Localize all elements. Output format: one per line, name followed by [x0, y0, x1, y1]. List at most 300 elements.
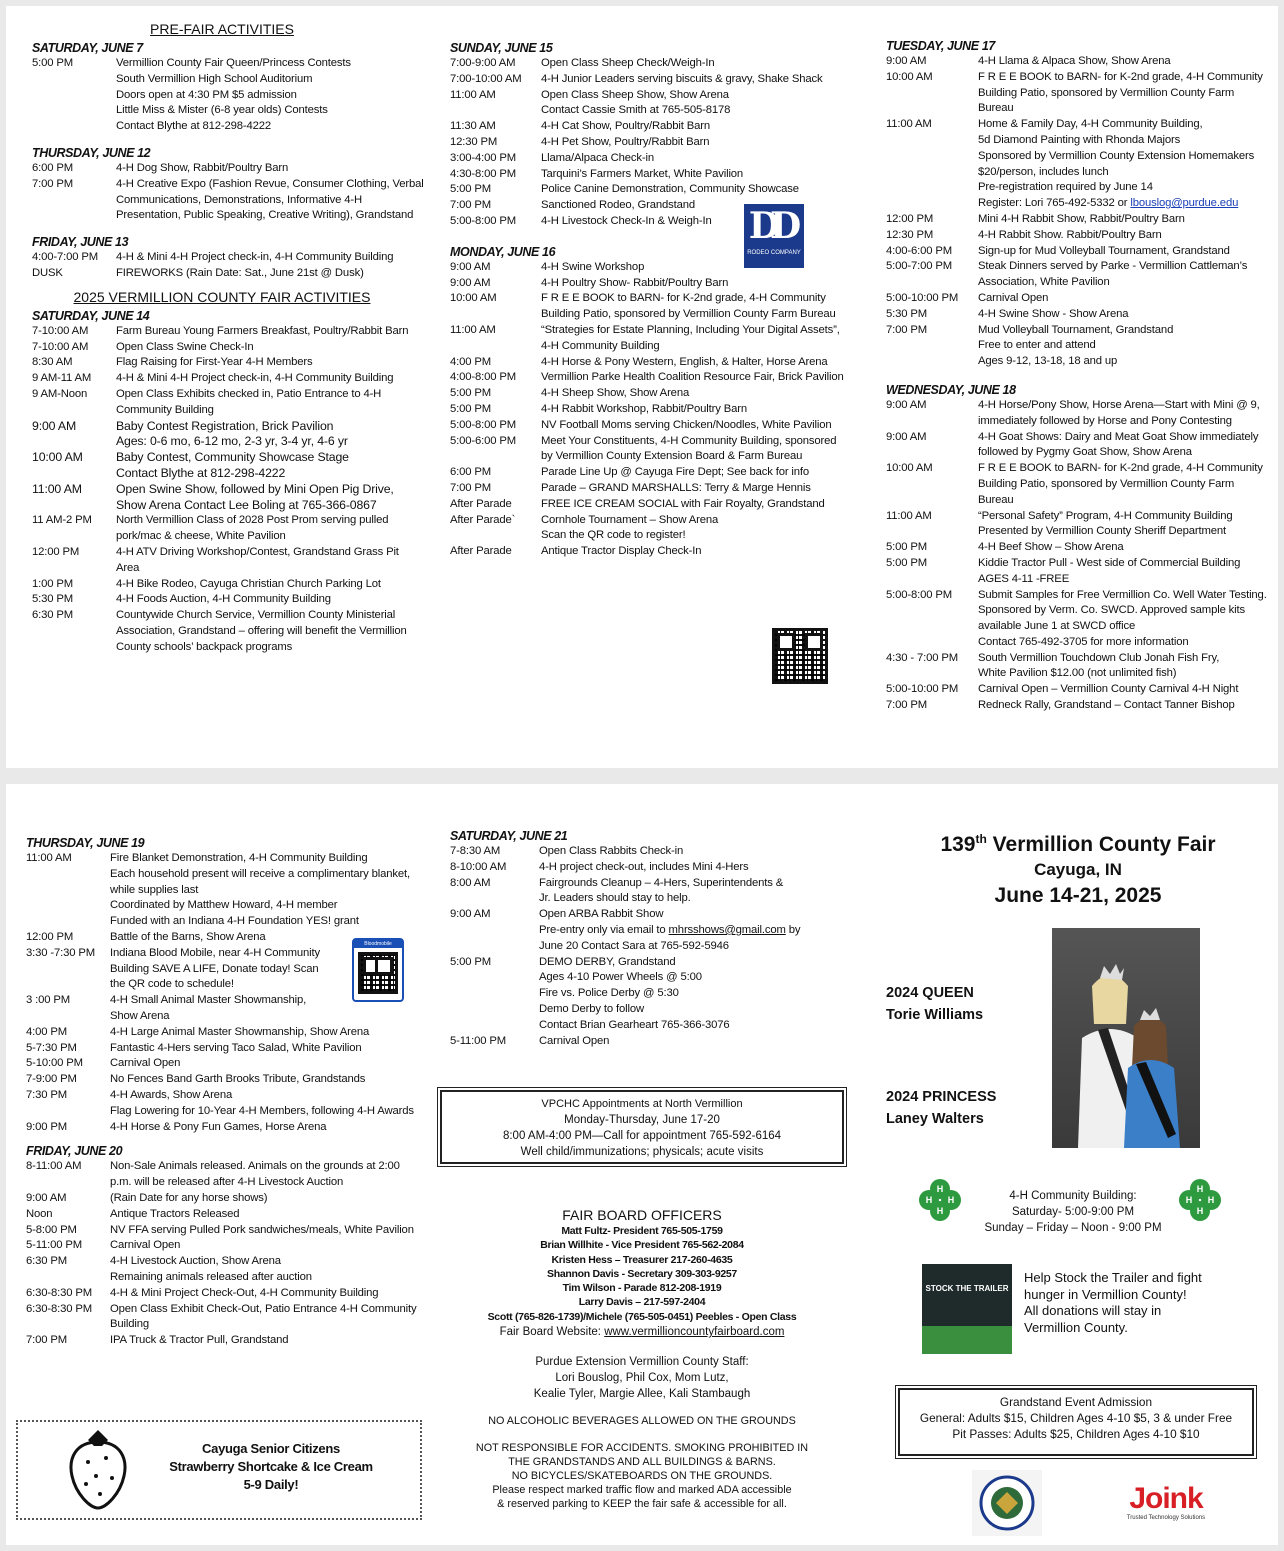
event-description: North Vermillion Class of 2028 Post Prom serving pulled pork/mac & cheese, White Pavilion: [116, 514, 389, 543]
bloodmobile-qr[interactable]: [352, 938, 404, 1002]
day-section: [26, 1143, 418, 1349]
stock-trailer-text: Help Stock the Trailer and fight hunger in Vermillion County! All donations will stay in Vermillion County.: [1024, 1270, 1202, 1335]
event-time: 7:00 PM: [450, 199, 492, 212]
fair-name-text: Vermillion County Fair: [986, 833, 1216, 856]
4h-clover-icon-right: [1178, 1178, 1222, 1222]
day-section: [32, 234, 424, 282]
event-time: 7-9:00 PM: [26, 1073, 77, 1086]
event-description: 4-H Horse & Pony Western, English, & Halter, Horse Arena: [541, 355, 828, 368]
event-row: [450, 276, 848, 292]
vpchc-line-2: Monday-Thursday, June 17-20: [564, 1114, 720, 1126]
email-link[interactable]: mhrsshows@gmail.com: [668, 923, 786, 936]
event-time: 9:00 AM: [886, 55, 927, 67]
event-description: Carnival Open: [539, 1034, 610, 1047]
event-time: 12:30 PM: [886, 228, 934, 241]
event-time: 10:00 AM: [886, 462, 933, 475]
email-link[interactable]: lbouslog@purdue.edu: [1130, 197, 1239, 210]
event-time: Noon: [26, 1207, 53, 1220]
event-row: [450, 135, 848, 151]
event-row: [32, 250, 424, 266]
event-description: 4-H Foods Auction, 4-H Community Building: [116, 593, 331, 606]
event-time: 5:00 PM: [450, 387, 492, 400]
event-description: 4-H project check-out, includes Mini 4-Hers: [539, 860, 749, 873]
event-time: 9 AM-Noon: [32, 387, 88, 400]
event-description: “Strategies for Estate Planning, Including Your Digital Assets”, 4-H Community Building: [541, 323, 840, 352]
event-row: [886, 323, 1270, 370]
grandstand-title: Grandstand Event Admission: [999, 1395, 1153, 1409]
grandstand-pit: Pit Passes: Adults $25, Children Ages 4-10 $10: [952, 1427, 1200, 1441]
day-heading: MONDAY, JUNE 16: [450, 244, 556, 259]
svg-text:H: H: [936, 1206, 944, 1216]
event-time: 10:00 AM: [886, 70, 933, 83]
event-row: [450, 955, 842, 1034]
event-time: 11:00 AM: [26, 852, 72, 864]
county-seal-logo: [972, 1470, 1042, 1536]
senior-line-2: Strawberry Shortcake & Ice Cream: [169, 1459, 373, 1474]
event-description: Mini 4-H Rabbit Show, Rabbit/Poultry Barn: [978, 212, 1185, 225]
event-description: 4-H Horse/Pony Show, Horse Arena—Start with Mini @ 9, immediately followed by Horse and Pony Contesting: [978, 398, 1260, 427]
event-description: Open Class Rabbits Check-in: [539, 845, 684, 857]
event-row: [32, 56, 424, 135]
event-description: 4-H & Mini Project Check-Out, 4-H Community Building: [110, 1286, 379, 1299]
column-left: [32, 6, 424, 656]
day-heading: WEDNESDAY, JUNE 18: [886, 382, 1016, 397]
event-time: 7:00-9:00 AM: [450, 57, 516, 69]
event-description: Tarquini’s Farmers Market, White Pavilion: [541, 167, 744, 180]
event-description: Home & Family Day, 4-H Community Building, 5d Diamond Painting with Rhonda Majors Sponsored by Vermillion County Extension Homemakers $20/person, includes lunch Pre-registration required by June 14 Register: Lori 765-492-5332 or lbouslog@purdue.edu: [978, 118, 1255, 210]
event-time: 5:30 PM: [886, 307, 928, 320]
event-description: Parade – GRAND MARSHALLS: Terry & Marge Hennis: [541, 481, 811, 494]
event-time: 9:00 AM: [886, 430, 927, 443]
event-row: [32, 419, 424, 451]
event-description: Police Canine Demonstration, Community Showcase: [541, 183, 799, 196]
event-time: 5-8:00 PM: [26, 1223, 77, 1236]
event-time: 5:00 PM: [450, 402, 492, 415]
event-row: [886, 228, 1270, 244]
event-row: [32, 324, 424, 340]
day-heading: THURSDAY, JUNE 12: [32, 145, 151, 160]
day-section: [450, 244, 848, 560]
event-row: [450, 151, 848, 167]
fair-activities-title: 2025 VERMILLION COUNTY FAIR ACTIVITIES: [73, 288, 371, 305]
senior-citizens-box: [16, 1420, 422, 1520]
event-description: Parade Line Up @ Cayuga Fire Dept; See back for info: [541, 466, 810, 479]
event-row: [450, 434, 848, 466]
event-description: 4-H Beef Show – Show Arena: [978, 541, 1124, 554]
event-description: 4-H Swine Show - Show Arena: [978, 307, 1129, 320]
event-row: [26, 1056, 418, 1072]
event-time: 11:00 AM: [886, 118, 932, 131]
event-row: [26, 1041, 418, 1057]
event-time: 5-10:00 PM: [26, 1057, 83, 1070]
senior-line-3: 5-9 Daily!: [243, 1477, 299, 1492]
event-list: [26, 1159, 418, 1349]
notice-line-1: NOT RESPONSIBLE FOR ACCIDENTS. SMOKING PROHIBITED IN: [475, 1442, 809, 1455]
event-description: Open Swine Show, followed by Mini Open Pig Drive, Show Arena Contact Lee Boling at 765-366-0867: [116, 481, 394, 512]
event-row: [450, 386, 848, 402]
event-row: [886, 244, 1270, 260]
event-time: 6:30-8:30 PM: [26, 1286, 93, 1299]
event-description: 4-H & Mini 4-H Project check-in, 4-H Community Building: [116, 372, 394, 385]
event-description: DEMO DERBY, Grandstand Ages 4-10 Power Wheels @ 5:00 Fire vs. Police Derby @ 5:30 Demo Derby to follow Contact Brian Gearheart 765-366-3076: [539, 955, 730, 1031]
event-time: 12:00 PM: [886, 212, 934, 225]
bloodmobile-qr-caption: Bloodmobile: [354, 940, 402, 948]
vpchc-box: [440, 1090, 844, 1164]
event-time: 7-10:00 AM: [32, 340, 89, 353]
fair-city: Cayuga, IN: [1034, 860, 1122, 879]
fair-name: [886, 826, 1270, 858]
schedule-page-2: [6, 784, 1278, 1545]
event-description: Fairgrounds Cleanup – 4-Hers, Superintendents & Jr. Leaders should stay to help.: [539, 876, 784, 905]
event-description: 4-H Pet Show, Poultry/Rabbit Barn: [541, 135, 710, 148]
event-time: 4:00-7:00 PM: [32, 251, 99, 264]
event-list: [450, 260, 848, 560]
officer-line: Shannon Davis - Secretary 309-303-9257: [547, 1267, 737, 1280]
column-right: [886, 6, 1270, 714]
event-time: 4:30 - 7:00 PM: [886, 651, 958, 664]
event-row: [886, 398, 1270, 430]
event-row: [32, 608, 424, 655]
event-time: 4:00-8:00 PM: [450, 371, 517, 384]
event-row: [450, 876, 842, 908]
event-row: [450, 167, 848, 183]
svg-text:H: H: [1185, 1195, 1193, 1205]
event-time: 9:00 AM: [450, 260, 491, 273]
event-description: FREE ICE CREAM SOCIAL with Fair Royalty, Grandstand: [541, 497, 825, 510]
event-description: Baby Contest, Community Showcase Stage Contact Blythe at 812-298-4222: [116, 450, 349, 480]
event-row: [886, 70, 1270, 117]
middle-sections: [450, 40, 848, 560]
event-description: Cornhole Tournament – Show Arena Scan the QR code to register!: [541, 513, 719, 542]
event-row: [450, 88, 848, 120]
event-time: 11:00 AM: [886, 509, 932, 522]
event-description: 4-H Dog Show, Rabbit/Poultry Barn: [116, 161, 289, 174]
event-time: 4:30-8:00 PM: [450, 167, 517, 180]
staff-line-1: Purdue Extension Vermillion County Staff:: [535, 1356, 749, 1369]
event-time: 7-8:30 AM: [450, 845, 501, 857]
event-description: 4-H Bike Rodeo, Cayuga Christian Church Parking Lot: [116, 577, 381, 590]
event-time: 5:00-6:00 PM: [450, 434, 517, 447]
building-line-3: Sunday – Friday – Noon - 9:00 PM: [984, 1222, 1162, 1234]
event-row: [26, 1159, 418, 1191]
queen-name: Torie Williams: [886, 1007, 984, 1023]
staff-block: [440, 1354, 844, 1402]
event-list: [32, 161, 424, 224]
event-row: [450, 860, 842, 876]
event-description: Fantastic 4-Hers serving Taco Salad, White Pavilion: [110, 1041, 362, 1054]
event-description: Submit Samples for Free Vermillion Co. Well Water Testing. Sponsored by Verm. Co. SWCD. Approved sample kits available June 1 at SWCD office Contact 765-492-3705 for more information: [978, 588, 1267, 648]
event-description: Open Class Exhibits checked in, Patio Entrance to 4-H Community Building: [116, 387, 382, 416]
event-description: Llama/Alpaca Check-in: [541, 151, 655, 164]
event-time: 7:00 PM: [886, 699, 928, 712]
event-description: 4-H Rabbit Workshop, Rabbit/Poultry Barn: [541, 402, 748, 415]
event-row: [886, 651, 1270, 683]
event-description: 4-H Horse & Pony Fun Games, Horse Arena: [110, 1120, 327, 1133]
event-description: 4-H Awards, Show Arena Flag Lowering for 10-Year 4-H Members, following 4-H Awards: [110, 1088, 414, 1117]
notice-alcohol: NO ALCOHOLIC BEVERAGES ALLOWED ON THE GROUNDS: [488, 1415, 796, 1428]
fair-board-officers: [440, 1206, 844, 1511]
event-row: [450, 497, 848, 513]
sat-sections: [450, 828, 842, 1049]
event-row: [450, 355, 848, 371]
vpchc-line-1: VPCHC Appointments at North Vermillion: [541, 1098, 743, 1110]
event-row: [26, 1333, 418, 1349]
event-description: 4-H Livestock Check-In & Weigh-In: [541, 214, 712, 227]
event-description: “Personal Safety” Program, 4-H Community Building Presented by Vermillion County Sheriff Department: [978, 509, 1233, 538]
column-middle-2: [450, 784, 842, 1049]
schedule-page-1: [6, 6, 1278, 768]
event-list: [32, 250, 424, 282]
event-row: [32, 577, 424, 593]
event-description: Kiddie Tractor Pull - West side of Commercial Building AGES 4-11 -FREE: [978, 556, 1241, 585]
event-row: [886, 291, 1270, 307]
event-time: 7:00 PM: [26, 1334, 68, 1347]
event-time: 11:30 AM: [450, 120, 496, 133]
fair-number-suffix: th: [975, 832, 987, 846]
grandstand-admission-box: [898, 1388, 1254, 1456]
event-description: Fire Blanket Demonstration, 4-H Community Building Each household present will receive a complimentary blanket, while supplies last Coordinated by Matthew Howard, 4-H member Funded with an Indiana 4-H Foundation YES! grant: [110, 852, 410, 928]
event-description: Open Class Sheep Show, Show Arena Contact Cassie Smith at 765-505-8178: [541, 88, 731, 117]
event-description: Meet Your Constituents, 4-H Community Building, sponsored by Vermillion County Extension Board & Farm Bureau: [541, 434, 837, 463]
event-time: 12:00 PM: [26, 930, 74, 943]
column-middle: [450, 6, 848, 560]
event-time: 5:30 PM: [32, 593, 74, 606]
prefair-title: PRE-FAIR ACTIVITIES: [150, 21, 294, 37]
event-time: 9:00 AM: [450, 908, 491, 921]
officers-list: [440, 1224, 844, 1324]
event-time: 6:30 PM: [32, 609, 74, 622]
event-description: FIREWORKS (Rain Date: Sat., June 21st @ Dusk): [116, 266, 364, 279]
fair-sections: [32, 308, 424, 656]
svg-text:H: H: [1207, 1195, 1215, 1205]
event-row: [450, 291, 848, 323]
bloodmobile-qr-code[interactable]: [358, 952, 398, 994]
event-time: 4:00-6:00 PM: [886, 244, 953, 257]
event-time: 1:00 PM: [32, 577, 74, 590]
fair-dates: June 14-21, 2025: [994, 884, 1162, 907]
event-row: [26, 851, 418, 930]
event-row: [886, 259, 1270, 291]
event-description: Baby Contest Registration, Brick Pavilion Ages: 0-6 mo, 6-12 mo, 2-3 yr, 3-4 yr, 4-6 yr: [116, 418, 348, 449]
day-section: [886, 38, 1270, 370]
joink-tagline: Trusted Technology Solutions: [1126, 1515, 1206, 1521]
event-description: Farm Bureau Young Farmers Breakfast, Poultry/Rabbit Barn: [116, 324, 409, 337]
event-row: [32, 545, 424, 577]
event-description: Antique Tractor Display Check-In: [541, 545, 702, 558]
event-time: 5:00-7:00 PM: [886, 260, 953, 273]
event-description: F R E E BOOK to BARN- for K-2nd grade, 4-H Community Building Patio, sponsored by Vermillion County Farm Bureau: [541, 292, 836, 321]
event-time: 8-11:00 AM: [26, 1160, 82, 1173]
staff-line-2: Lori Bouslog, Phil Cox, Mom Lutz,: [555, 1372, 729, 1385]
website-line: [440, 1324, 844, 1340]
event-time: 3:30 -7:30 PM: [26, 946, 96, 959]
event-row: [32, 592, 424, 608]
event-description: IPA Truck & Tractor Pull, Grandstand: [110, 1334, 289, 1347]
svg-text:H: H: [1196, 1184, 1204, 1194]
event-row: [26, 1302, 418, 1334]
vpchc-line-3: 8:00 AM-4:00 PM—Call for appointment 765-592-6164: [502, 1130, 782, 1142]
princess-label-block: [886, 1086, 996, 1130]
event-time: 5-11:00 PM: [26, 1239, 83, 1252]
event-time: 5-11:00 PM: [450, 1034, 507, 1047]
officer-line: Brian Willhite - Vice President 765-562-2084: [540, 1239, 744, 1252]
day-section: [32, 40, 424, 135]
event-description: (Rain Date for any horse shows): [110, 1191, 268, 1204]
prefair-sections: [32, 40, 424, 282]
right-sections: [886, 38, 1270, 714]
event-row: [26, 1120, 418, 1136]
svg-text:H: H: [936, 1184, 944, 1194]
senior-line-1: Cayuga Senior Citizens: [202, 1441, 340, 1456]
event-description: 4-H Junior Leaders serving biscuits & gravy, Shake Shack: [541, 72, 823, 85]
event-time: 5:00-8:00 PM: [886, 588, 953, 601]
event-row: [886, 117, 1270, 212]
officer-line: Scott (765-826-1739)/Michele (765-505-0451) Peebles - Open Class: [487, 1310, 797, 1323]
event-description: Open Class Swine Check-In: [116, 340, 254, 353]
event-row: [450, 182, 848, 198]
event-row: [450, 465, 848, 481]
officers-title: FAIR BOARD OFFICERS: [562, 1207, 722, 1223]
stock-the-trailer-flyer: [922, 1264, 1012, 1354]
vpchc-line-4: Well child/immunizations; physicals; acute visits: [520, 1146, 764, 1158]
fair-number: 139: [940, 833, 976, 856]
event-row: [32, 513, 424, 545]
event-description: Antique Tractors Released: [110, 1207, 240, 1220]
event-time: 5:00 PM: [886, 541, 928, 554]
event-description: Vermillion Parke Health Coalition Resource Fair, Brick Pavilion: [541, 371, 844, 384]
building-line-1: 4-H Community Building:: [1009, 1190, 1137, 1202]
svg-text:H: H: [925, 1195, 933, 1205]
notice-line-3: NO BICYCLES/SKATEBOARDS ON THE GROUNDS.: [511, 1470, 773, 1483]
day-heading: THURSDAY, JUNE 19: [26, 836, 145, 850]
event-row: [26, 1025, 418, 1041]
event-description: 4-H Large Animal Master Showmanship, Show Arena: [110, 1025, 370, 1038]
day-heading: FRIDAY, JUNE 13: [32, 235, 129, 250]
event-time: 9:00 AM: [886, 398, 927, 411]
cornhole-qr-code[interactable]: [772, 628, 828, 684]
event-description: Indiana Blood Mobile, near 4-H Community Building SAVE A LIFE, Donate today! Scan the QR code to schedule!: [110, 946, 321, 991]
event-time: 7:00-10:00 AM: [450, 72, 522, 85]
joink-logo-text: Joink: [1129, 1482, 1203, 1515]
rodeo-logo: [744, 204, 804, 268]
svg-text:H: H: [947, 1195, 955, 1205]
event-row: [32, 266, 424, 282]
stock-trailer-title: STOCK THE TRAILER: [925, 1284, 1009, 1293]
senior-citizens-text: [136, 1440, 406, 1494]
event-row: [32, 177, 424, 224]
event-time: 9:00 AM: [32, 418, 77, 433]
event-time: 6:00 PM: [450, 466, 492, 479]
event-time: 8:30 AM: [32, 356, 73, 369]
strawberry-icon: [66, 1428, 130, 1512]
event-time: 5-7:30 PM: [26, 1041, 77, 1054]
event-description: Carnival Open: [110, 1057, 181, 1070]
event-row: [32, 355, 424, 371]
event-description: Flag Raising for First-Year 4-H Members: [116, 356, 313, 369]
day-section: [32, 308, 424, 656]
event-time: 8:00 AM: [450, 876, 491, 889]
queen-label: 2024 QUEEN: [886, 985, 974, 1001]
event-row: [32, 450, 424, 482]
event-time: 5:00-8:00 PM: [450, 418, 517, 431]
event-row: [886, 588, 1270, 651]
day-heading: SUNDAY, JUNE 15: [450, 41, 553, 55]
event-description: 4-H Sheep Show, Show Arena: [541, 387, 690, 400]
event-description: Steak Dinners served by Parke - Vermillion Cattleman’s Association, White Pavilion: [978, 260, 1248, 289]
event-description: F R E E BOOK to BARN- for K-2nd grade, 4-H Community Building Patio, sponsored by Vermillion County Farm Bureau: [978, 70, 1263, 115]
event-description: Mud Volleyball Tournament, Grandstand Free to enter and attend Ages 9-12, 13-18, 18 and up: [978, 323, 1174, 368]
event-row: [32, 340, 424, 356]
event-description: 4-H Creative Expo (Fashion Revue, Consumer Clothing, Verbal Communications, Demonstrations, Informative 4-H Presentation, Public Speaking, Creative Writing), Grandstand: [116, 177, 424, 222]
event-time: 11:00 AM: [32, 481, 82, 496]
event-row: [32, 387, 424, 419]
event-time: 7:00 PM: [32, 177, 74, 190]
event-description: South Vermillion Touchdown Club Jonah Fish Fry, White Pavilion $12.00 (not unlimited fish): [978, 651, 1220, 680]
event-time: 4:00 PM: [26, 1025, 68, 1038]
event-time: 12:00 PM: [32, 545, 80, 558]
rodeo-logo-text: RODEO COMPANY: [747, 250, 801, 256]
event-time: 5:00 PM: [886, 556, 928, 569]
event-row: [32, 482, 424, 514]
day-heading: SATURDAY, JUNE 14: [32, 308, 150, 323]
event-description: F R E E BOOK to BARN- for K-2nd grade, 4-H Community Building Patio, sponsored by Vermillion County Farm Bureau: [978, 462, 1263, 506]
event-list: [886, 54, 1270, 370]
community-building-hours: [966, 1188, 1180, 1236]
notice-line-5: & reserved parking to KEEP the fair safe & accessible for all.: [497, 1498, 787, 1511]
event-row: [450, 1034, 842, 1050]
grandstand-general: General: Adults $15, Children Ages 4-10 $5, 3 & under Free: [919, 1411, 1233, 1425]
event-time: 8-10:00 AM: [450, 860, 507, 873]
event-description: 4-H Swine Workshop: [541, 260, 645, 273]
event-time: 4:00 PM: [450, 355, 492, 368]
event-description: 4-H ATV Driving Workshop/Contest, Grandstand Grass Pit Area: [116, 545, 399, 574]
event-description: 4-H & Mini 4-H Project check-in, 4-H Community Building: [116, 251, 394, 264]
day-section: [450, 40, 848, 230]
4h-clover-icon: [918, 1178, 962, 1222]
event-row: [26, 1286, 418, 1302]
event-description: 4-H Llama & Alpaca Show, Show Arena: [978, 55, 1171, 67]
event-description: 4-H Goat Shows: Dairy and Meat Goat Show immediately followed by Pygmy Goat Show, Show Arena: [978, 430, 1259, 459]
event-time: 7-10:00 AM: [32, 324, 89, 337]
event-time: After Parade: [450, 545, 512, 558]
event-row: [32, 161, 424, 177]
royalty-photo: [1052, 928, 1200, 1148]
event-row: [450, 119, 848, 135]
event-row: [886, 556, 1270, 588]
building-line-2: Saturday- 5:00-9:00 PM: [1011, 1206, 1135, 1218]
staff-line-3: Kealie Tyler, Margie Allee, Kali Stambaugh: [533, 1388, 751, 1401]
event-description: NV Football Moms serving Chicken/Noodles, White Pavilion: [541, 418, 832, 431]
event-description: Vermillion County Fair Queen/Princess Contests South Vermillion High School Auditorium Doors open at 4:30 PM $5 admission Little Miss & Mister (6-8 year olds) Contests Contact Blythe at 812-298-4222: [116, 57, 351, 133]
event-row: [450, 418, 848, 434]
event-description: Sign-up for Mud Volleyball Tournament, Grandstand: [978, 244, 1230, 257]
event-description: Open ARBA Rabbit Show Pre-entry only via email to mhrsshows@gmail.com by June 20 Contact Sara at 765-592-5946: [539, 908, 801, 952]
day-section: [886, 382, 1270, 714]
website-link[interactable]: www.vermillioncountyfairboard.com: [604, 1326, 785, 1339]
day-heading: SATURDAY, JUNE 21: [450, 829, 568, 843]
event-description: Carnival Open – Vermillion County Carnival 4-H Night: [978, 683, 1239, 696]
event-time: 7:00 PM: [450, 481, 492, 494]
event-description: 4-H Small Animal Master Showmanship, Show Arena: [110, 994, 307, 1022]
event-time: 5:00-10:00 PM: [886, 683, 959, 696]
event-row: [886, 307, 1270, 323]
thu-fri-sections: [26, 835, 418, 1349]
event-time: 6:30-8:30 PM: [26, 1302, 93, 1315]
event-description: Open Class Sheep Check/Weigh-In: [541, 57, 715, 69]
event-time: 9:00 AM: [26, 1191, 67, 1204]
event-list: [32, 324, 424, 656]
event-row: [450, 56, 848, 72]
